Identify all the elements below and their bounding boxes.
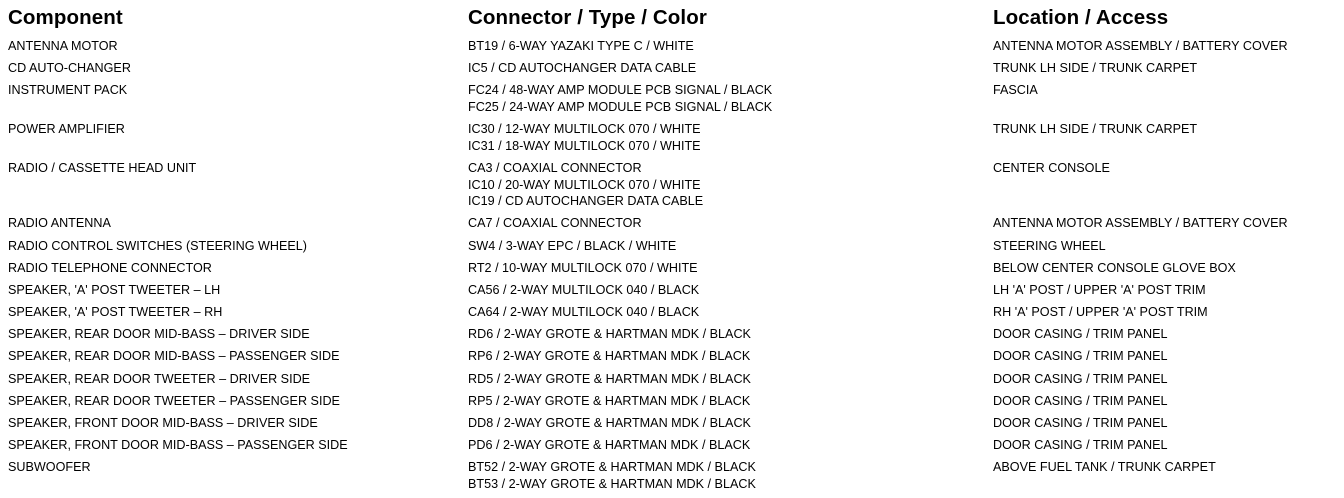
location-access: DOOR CASING / TRIM PANEL xyxy=(993,371,1168,386)
connector-spec: RD5 / 2-WAY GROTE & HARTMAN MDK / BLACK xyxy=(468,371,751,386)
location-cell xyxy=(993,60,1338,77)
component-table xyxy=(8,2,1338,498)
component-cell xyxy=(8,238,468,255)
component-cell xyxy=(8,282,468,299)
connector-spec: IC19 / CD AUTOCHANGER DATA CABLE xyxy=(468,194,704,209)
connector-spec: CA56 / 2-WAY MULTILOCK 040 / BLACK xyxy=(468,282,700,297)
connector-cell xyxy=(468,415,993,432)
table-header xyxy=(8,2,1338,30)
component-cell xyxy=(8,393,468,410)
header-component: Component xyxy=(8,6,123,29)
connector-spec: CA7 / COAXIAL CONNECTOR xyxy=(468,216,642,231)
location-cell xyxy=(993,326,1338,343)
location-cell xyxy=(993,393,1338,410)
component-name: SPEAKER, FRONT DOOR MID-BASS – DRIVER SIDE xyxy=(8,416,318,430)
connector-cell xyxy=(468,326,993,343)
connector-spec: IC5 / CD AUTOCHANGER DATA CABLE xyxy=(468,61,697,76)
location-access: TRUNK LH SIDE / TRUNK CARPET xyxy=(993,122,1198,137)
location-cell xyxy=(993,282,1338,299)
location-cell xyxy=(993,260,1338,277)
component-cell xyxy=(8,38,468,55)
table-row xyxy=(8,437,1338,459)
connector-cell xyxy=(468,38,993,55)
component-cell xyxy=(8,304,468,321)
table-row xyxy=(8,215,1338,237)
table-row xyxy=(8,393,1338,415)
component-cell xyxy=(8,260,468,277)
connector-spec: RP5 / 2-WAY GROTE & HARTMAN MDK / BLACK xyxy=(468,393,751,408)
component-name: POWER AMPLIFIER xyxy=(8,122,125,137)
component-name: SPEAKER, 'A' POST TWEETER – RH xyxy=(8,305,223,320)
connector-spec: SW4 / 3-WAY EPC / BLACK / WHITE xyxy=(468,238,677,253)
location-access: DOOR CASING / TRIM PANEL xyxy=(993,416,1168,430)
location-access: BELOW CENTER CONSOLE GLOVE BOX xyxy=(993,260,1236,275)
connector-spec: BT53 / 2-WAY GROTE & HARTMAN MDK / BLACK xyxy=(468,476,756,491)
component-name: SUBWOOFER xyxy=(8,460,91,475)
connector-cell xyxy=(468,215,993,232)
location-access: FASCIA xyxy=(993,83,1038,98)
location-access: RH 'A' POST / UPPER 'A' POST TRIM xyxy=(993,305,1208,320)
connector-spec: FC25 / 24-WAY AMP MODULE PCB SIGNAL / BLACK xyxy=(468,99,773,114)
connector-cell xyxy=(468,282,993,299)
location-cell xyxy=(993,348,1338,365)
connector-cell xyxy=(468,371,993,388)
component-name: SPEAKER, REAR DOOR MID-BASS – PASSENGER SIDE xyxy=(8,349,340,364)
connector-cell xyxy=(468,459,993,492)
connector-spec: IC30 / 12-WAY MULTILOCK 070 / WHITE xyxy=(468,122,701,137)
component-name: SPEAKER, 'A' POST TWEETER – LH xyxy=(8,282,221,297)
component-cell xyxy=(8,371,468,388)
location-access: ANTENNA MOTOR ASSEMBLY / BATTERY COVER xyxy=(993,216,1288,231)
table-row xyxy=(8,82,1338,121)
component-cell xyxy=(8,415,468,432)
location-cell xyxy=(993,238,1338,255)
table-row xyxy=(8,459,1338,498)
connector-cell xyxy=(468,238,993,255)
component-name: RADIO CONTROL SWITCHES (STEERING WHEEL) xyxy=(8,238,308,253)
connector-cell xyxy=(468,82,993,115)
location-cell xyxy=(993,304,1338,321)
connector-spec: BT19 / 6-WAY YAZAKI TYPE C / WHITE xyxy=(468,39,694,53)
component-name: RADIO / CASSETTE HEAD UNIT xyxy=(8,160,197,175)
table-row xyxy=(8,304,1338,326)
connector-spec: RP6 / 2-WAY GROTE & HARTMAN MDK / BLACK xyxy=(468,349,751,364)
component-cell xyxy=(8,437,468,454)
header-location: Location / Access xyxy=(993,6,1169,29)
component-cell xyxy=(8,215,468,232)
connector-spec: CA3 / COAXIAL CONNECTOR xyxy=(468,160,642,175)
component-cell xyxy=(8,60,468,77)
location-cell xyxy=(993,371,1338,388)
table-row xyxy=(8,160,1338,215)
table-body xyxy=(8,38,1338,498)
connector-spec: RD6 / 2-WAY GROTE & HARTMAN MDK / BLACK xyxy=(468,327,751,342)
location-cell xyxy=(993,82,1338,115)
location-access: CENTER CONSOLE xyxy=(993,160,1110,175)
connector-spec: DD8 / 2-WAY GROTE & HARTMAN MDK / BLACK xyxy=(468,416,751,430)
connector-cell xyxy=(468,121,993,154)
location-cell xyxy=(993,121,1338,154)
component-name: SPEAKER, REAR DOOR TWEETER – PASSENGER SIDE xyxy=(8,393,340,408)
table-row xyxy=(8,282,1338,304)
connector-spec: PD6 / 2-WAY GROTE & HARTMAN MDK / BLACK xyxy=(468,438,751,453)
location-cell xyxy=(993,160,1338,210)
location-cell xyxy=(993,459,1338,492)
connector-spec: RT2 / 10-WAY MULTILOCK 070 / WHITE xyxy=(468,260,698,275)
location-access: ABOVE FUEL TANK / TRUNK CARPET xyxy=(993,460,1216,475)
connector-spec: FC24 / 48-WAY AMP MODULE PCB SIGNAL / BLACK xyxy=(468,83,773,98)
component-cell xyxy=(8,326,468,343)
table-row xyxy=(8,238,1338,260)
component-name: SPEAKER, FRONT DOOR MID-BASS – PASSENGER SIDE xyxy=(8,438,348,453)
connector-cell xyxy=(468,304,993,321)
location-access: DOOR CASING / TRIM PANEL xyxy=(993,327,1168,342)
connector-cell xyxy=(468,260,993,277)
location-cell xyxy=(993,437,1338,454)
component-name: SPEAKER, REAR DOOR TWEETER – DRIVER SIDE xyxy=(8,371,311,386)
table-row xyxy=(8,60,1338,82)
table-row xyxy=(8,260,1338,282)
connector-cell xyxy=(468,393,993,410)
location-access: STEERING WHEEL xyxy=(993,238,1106,253)
connector-cell xyxy=(468,60,993,77)
location-access: DOOR CASING / TRIM PANEL xyxy=(993,393,1168,408)
component-name: ANTENNA MOTOR xyxy=(8,39,118,53)
component-cell xyxy=(8,160,468,210)
connector-cell xyxy=(468,348,993,365)
component-cell xyxy=(8,121,468,154)
component-name: RADIO ANTENNA xyxy=(8,216,111,231)
location-access: LH 'A' POST / UPPER 'A' POST TRIM xyxy=(993,282,1206,297)
location-cell xyxy=(993,415,1338,432)
connector-spec: IC10 / 20-WAY MULTILOCK 070 / WHITE xyxy=(468,177,701,192)
table-row xyxy=(8,121,1338,160)
connector-spec: BT52 / 2-WAY GROTE & HARTMAN MDK / BLACK xyxy=(468,460,756,475)
table-row xyxy=(8,371,1338,393)
component-name: SPEAKER, REAR DOOR MID-BASS – DRIVER SIDE xyxy=(8,327,310,342)
connector-spec: IC31 / 18-WAY MULTILOCK 070 / WHITE xyxy=(468,138,701,153)
table-row xyxy=(8,326,1338,348)
location-cell xyxy=(993,215,1338,232)
location-cell xyxy=(993,38,1338,55)
location-access: TRUNK LH SIDE / TRUNK CARPET xyxy=(993,61,1198,76)
connector-cell xyxy=(468,160,993,210)
table-row xyxy=(8,38,1338,60)
table-row xyxy=(8,415,1338,437)
table-row xyxy=(8,348,1338,370)
connector-cell xyxy=(468,437,993,454)
location-access: DOOR CASING / TRIM PANEL xyxy=(993,438,1168,453)
component-cell xyxy=(8,459,468,492)
location-access: ANTENNA MOTOR ASSEMBLY / BATTERY COVER xyxy=(993,39,1288,53)
header-connector: Connector / Type / Color xyxy=(468,6,707,29)
location-access: DOOR CASING / TRIM PANEL xyxy=(993,349,1168,364)
component-name: CD AUTO-CHANGER xyxy=(8,61,131,76)
component-name: RADIO TELEPHONE CONNECTOR xyxy=(8,260,212,275)
connector-spec: CA64 / 2-WAY MULTILOCK 040 / BLACK xyxy=(468,305,700,320)
component-cell xyxy=(8,348,468,365)
component-name: INSTRUMENT PACK xyxy=(8,83,128,98)
component-cell xyxy=(8,82,468,115)
